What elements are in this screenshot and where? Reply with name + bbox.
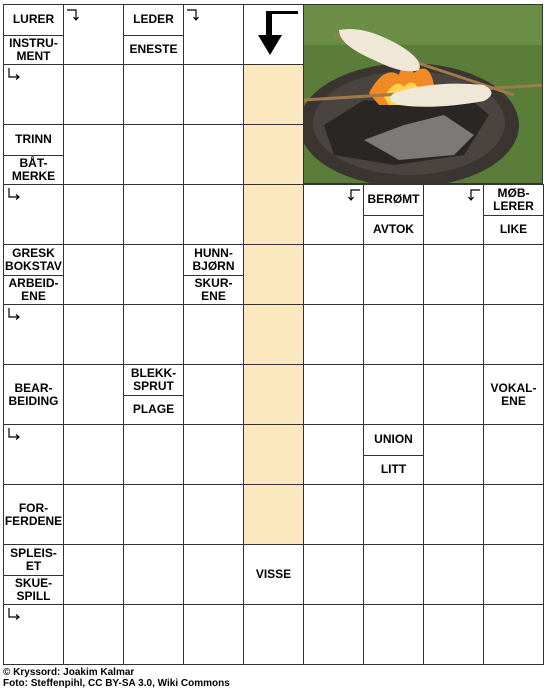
answer-cell[interactable] — [243, 184, 304, 245]
clue-cell — [3, 484, 64, 545]
clue-cell — [3, 4, 64, 65]
clue-visse: VISSE — [255, 567, 292, 581]
clue-gresk: GRESK BOKSTAV — [5, 245, 62, 273]
arrow-tl-down-right-icon — [6, 427, 22, 448]
answer-cell[interactable] — [123, 424, 184, 485]
answer-cell[interactable] — [483, 544, 544, 605]
answer-cell[interactable] — [63, 364, 124, 425]
answer-cell[interactable] — [243, 304, 304, 365]
answer-cell[interactable] — [63, 424, 124, 485]
answer-cell[interactable] — [363, 484, 424, 545]
answer-cell[interactable] — [363, 304, 424, 365]
arrow-tl-down-right-icon — [6, 307, 22, 328]
clue-arbeidene: ARBEID- ENE — [4, 275, 63, 305]
answer-cell[interactable] — [63, 244, 124, 305]
answer-cell[interactable] — [123, 124, 184, 185]
answer-cell[interactable] — [183, 424, 244, 485]
answer-cell[interactable] — [243, 604, 304, 665]
answer-cell[interactable] — [123, 64, 184, 125]
answer-cell[interactable] — [3, 604, 64, 665]
answer-cell[interactable] — [483, 244, 544, 305]
answer-cell[interactable] — [183, 4, 244, 65]
clue-hunnbjorn: HUNN- BJØRN — [192, 245, 235, 273]
clue-union: UNION — [374, 432, 413, 447]
answer-cell[interactable] — [363, 364, 424, 425]
answer-cell[interactable] — [63, 184, 124, 245]
answer-cell[interactable] — [423, 544, 484, 605]
arrow-tr-left-down-icon — [465, 187, 481, 208]
clue-instrument: INSTRU- MENT — [4, 35, 63, 65]
clue-skurene: SKUR- ENE — [184, 275, 243, 305]
answer-cell[interactable] — [363, 544, 424, 605]
answer-cell[interactable] — [183, 304, 244, 365]
answer-cell[interactable] — [423, 184, 484, 245]
answer-cell[interactable] — [3, 184, 64, 245]
clue-like: LIKE — [484, 215, 543, 245]
answer-cell[interactable] — [123, 604, 184, 665]
answer-cell[interactable] — [363, 244, 424, 305]
answer-cell[interactable] — [243, 124, 304, 185]
answer-cell[interactable] — [183, 124, 244, 185]
answer-cell[interactable] — [183, 484, 244, 545]
clue-cell — [483, 184, 544, 245]
answer-cell[interactable] — [3, 304, 64, 365]
credits-crossword: © Kryssord: Joakim Kalmar — [3, 667, 135, 678]
answer-cell[interactable] — [243, 244, 304, 305]
answer-cell[interactable] — [3, 424, 64, 485]
clue-forferdene: FOR- FERDENE — [4, 500, 63, 528]
answer-cell[interactable] — [303, 184, 364, 245]
arrow-tr-left-down-icon — [345, 187, 361, 208]
answer-cell[interactable] — [183, 184, 244, 245]
answer-cell[interactable] — [63, 484, 124, 545]
clue-cell — [183, 244, 244, 305]
arrow-tl-down-right-icon — [6, 607, 22, 628]
campfire-photo — [303, 4, 543, 184]
answer-cell[interactable] — [3, 64, 64, 125]
clue-cell — [363, 184, 424, 245]
answer-cell[interactable] — [123, 544, 184, 605]
clue-trinn: TRINN — [15, 132, 52, 147]
clue-mobl: MØB- LERER — [493, 185, 534, 213]
answer-cell[interactable] — [243, 424, 304, 485]
answer-cell[interactable] — [123, 244, 184, 305]
answer-cell[interactable] — [423, 364, 484, 425]
crossword-grid — [3, 4, 543, 664]
answer-cell[interactable] — [363, 604, 424, 665]
clue-cell — [3, 364, 64, 425]
arrow-tl-right-down-icon — [186, 7, 202, 28]
answer-cell[interactable] — [123, 484, 184, 545]
credits — [3, 667, 230, 689]
answer-cell[interactable] — [423, 604, 484, 665]
answer-cell[interactable] — [303, 424, 364, 485]
answer-cell[interactable] — [303, 484, 364, 545]
answer-cell[interactable] — [63, 304, 124, 365]
answer-cell[interactable] — [243, 364, 304, 425]
arrow-tl-right-down-icon — [66, 7, 82, 28]
answer-cell[interactable] — [423, 424, 484, 485]
answer-cell[interactable] — [63, 124, 124, 185]
clue-cell — [3, 244, 64, 305]
answer-cell[interactable] — [303, 244, 364, 305]
clue-plage: PLAGE — [124, 395, 183, 425]
arrow-tl-down-right-icon — [6, 187, 22, 208]
answer-cell[interactable] — [63, 604, 124, 665]
answer-cell[interactable] — [483, 484, 544, 545]
answer-cell[interactable] — [63, 544, 124, 605]
answer-cell[interactable] — [63, 64, 124, 125]
answer-cell[interactable] — [123, 304, 184, 365]
answer-cell[interactable] — [243, 484, 304, 545]
clue-cell — [3, 544, 64, 605]
clue-cell — [483, 364, 544, 425]
credits-photo: Foto: Steffenpihl, CC BY-SA 3.0, Wiki Commons — [3, 678, 230, 689]
answer-cell[interactable] — [183, 364, 244, 425]
answer-cell[interactable] — [423, 304, 484, 365]
answer-cell[interactable] — [483, 604, 544, 665]
answer-cell[interactable] — [63, 4, 124, 65]
answer-cell[interactable] — [423, 484, 484, 545]
answer-cell[interactable] — [423, 244, 484, 305]
clue-cell — [243, 544, 304, 605]
clue-spleiset: SPLEIS- ET — [10, 545, 57, 573]
solution-arrow-icon — [248, 9, 304, 64]
clue-skuespill: SKUE- SPILL — [4, 575, 63, 605]
answer-cell[interactable] — [303, 544, 364, 605]
clue-beromt: BERØMT — [367, 192, 420, 207]
answer-cell[interactable] — [303, 304, 364, 365]
answer-cell[interactable] — [183, 544, 244, 605]
answer-cell[interactable] — [483, 424, 544, 485]
clue-batmerke: BÅT- MERKE — [4, 155, 63, 185]
clue-litt: LITT — [364, 455, 423, 485]
answer-cell[interactable] — [303, 604, 364, 665]
clue-cell — [3, 124, 64, 185]
answer-start-cell — [243, 4, 304, 65]
clue-leder: LEDER — [133, 12, 174, 27]
clue-eneste: ENESTE — [124, 35, 183, 65]
clue-blekksprut: BLEKK- SPRUT — [130, 365, 177, 393]
answer-cell[interactable] — [123, 184, 184, 245]
answer-cell[interactable] — [483, 304, 544, 365]
clue-bearbeiding: BEAR- BEIDING — [8, 380, 59, 408]
answer-cell[interactable] — [183, 64, 244, 125]
answer-cell[interactable] — [303, 364, 364, 425]
clue-cell — [123, 364, 184, 425]
answer-cell[interactable] — [243, 64, 304, 125]
arrow-tl-down-right-icon — [6, 67, 22, 88]
clue-lurer: LURER — [12, 12, 55, 27]
clue-cell — [123, 4, 184, 65]
answer-cell[interactable] — [183, 604, 244, 665]
clue-cell — [363, 424, 424, 485]
clue-avtok: AVTOK — [364, 215, 423, 245]
clue-vokalene: VOKAL- ENE — [490, 380, 537, 408]
